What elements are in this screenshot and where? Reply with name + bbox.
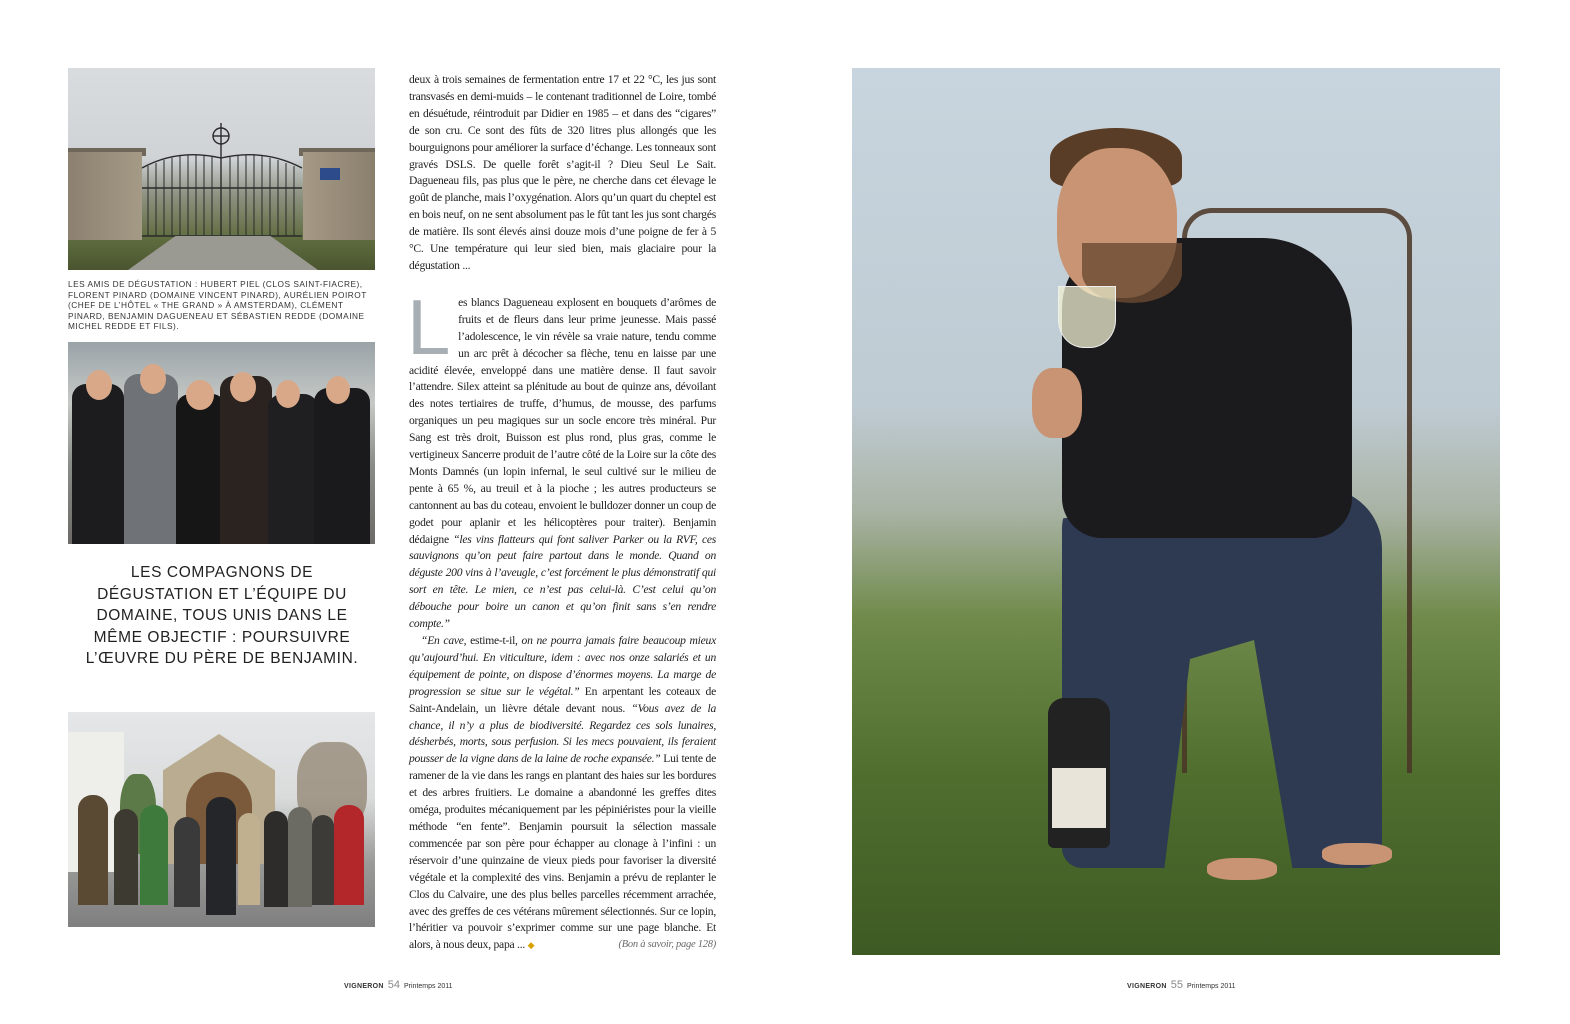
- article-paragraph: deux à trois semaines de fermentation entre 17 et 22 °C, les jus sont transvasés en demi-muids – le contenant traditionnel de Loire, tombé en désuétude, réintroduit par Didier en 1985 – et dans des “cigares” de son cru. Ce sont des fûts de 320 litres plus allongés que les bourguignons pour améliorer la surface d’échange. Les tonneaux sont gravés DSLS. De quelle forêt s’agit-il ? Dieu Seul Le Sait. Dagueneau fils, pas plus que le père, ne cherche dans cet élevage le goût de planche, mais l’oxygénation. Alors qu’un quart du cheptel est en bois neuf, on ne sent absolument pas le fût tant les jus sont chargés de matière. Ils sont élevés ainsi douze mois d’une poigne de fer à 5 °C. Une température qui leur sied bien, mais glaciaire pour la dégustation ...: [409, 73, 716, 272]
- page-number: 55: [1170, 979, 1183, 991]
- article-paragraph: Les blancs Dagueneau explosent en bouquets d’arômes de fruits et de fleurs dans leur prime jeunesse. Mais passé l’adolescence, le vin révèle sa vraie nature, tendu comme un arc prêt à décocher sa flèche, tenu en laisse par une acidité élevée, enveloppé dans une matière dense. Il faut savoir l’attendre. Silex atteint sa plénitude au bout de quinze ans, dévoilant des notes tertiaires de truffe, d’humus, de mousse, des parfums organiques un peu magiques sur un socle encore très minéral. Pur Sang est très droit, Buisson est plus rond, plus gras, comme le vertigineux Sancerre produit de l’autre côté de la Loire sur la côte des Monts Damnés (un lopin infernal, le seul cultivé sur le milieu de pente à 65 %, au treuil et à la pioche ; les autres producteurs se cantonnent au bas du coteau, envoient le bulldozer donner un coup de godet pour aplanir et les hélicoptères pour traiter). Benjamin dédaigne “les vins flatteurs qui font saliver Parker ou la RVF, ces sauvignons qu’on peut faire partout dans le monde. Quand on déguste 200 vins à l’aveugle, c’est forcément le plus démonstratif qui sort en tête. Le mien, ce n’est pas celui-là. C’est celui qu’on débouche pour boire un canon et qu’on finit sans s’en rendre compte.”: [407, 282, 716, 631]
- portrait-wine-tasting-photo: [852, 68, 1500, 955]
- photo-caption: LES AMIS DE DÉGUSTATION : HUBERT PIEL (CLOS SAINT-FIACRE), FLORENT PINARD (DOMAINE VINCENT PINARD), AURÉLIEN POIROT (CHEF DE L’HÔTEL « THE GRAND » À AMSTERDAM), CLÉMENT PINARD, BENJAMIN DAGUENEAU ET SÉBASTIEN REDDE (DOMAINE MICHEL REDDE ET FILS).: [68, 279, 367, 332]
- wine-glass-icon: [1058, 286, 1116, 348]
- cross-reference: (Bon à savoir, page 128): [618, 939, 716, 951]
- folio-left: VIGNERON 54 Printemps 2011: [344, 979, 453, 991]
- article-paragraph: “En cave, estime-t-il, on ne pourra jamais faire beaucoup mieux qu’aujourd’hui. En viticulture, idem : avec nos onze salariés et un équipement de pointe, on dispose d’énormes moyens. La marge de progression se situe sur le végétal.” En arpentant les coteaux de Saint-Andelain, un lièvre détale devant nous. “Vous avez de la chance, il n’y a plus de biodiversité. Regardez ces sols lunaires, désherbés, morts, sous perfusion. Si les mecs pouvaient, ils feraient pousser de la vigne dans de la laine de roche expansée.” Lui tente de ramener de la vie dans les rangs en plantant des haies sur les bordures et des arbres fruitiers. Le domaine a abandonné les greffes dites oméga, produites mécaniquement par les pépiniéristes pour la vieille méthode “en fente”. Benjamin poursuit la sélection massale commencée par son père pour échapper au clonage à l’infini : un réservoir d’une quinzaine de vieux pieds pour favoriser la diversité végétale et la complexité des vins. Benjamin a prévu de replanter le Clos du Calvaire, une des plus belles parcelles récemment arrachée, avec des greffes de ces vétérans mûrement sélectionnés. Sur ce lopin, l’héritier va pouvoir s’exprimer comme sur une page blanche. Et alors, à nous deux, papa ... ◆ (Bon à savoir, page 128): [409, 633, 716, 954]
- domain-team-photo: [68, 712, 375, 927]
- end-mark-icon: ◆: [527, 940, 535, 951]
- page-number: 54: [387, 979, 400, 991]
- cemetery-gate-photo: [68, 68, 375, 270]
- tasting-friends-photo: [68, 342, 375, 544]
- folio-right: VIGNERON 55 Printemps 2011: [1127, 979, 1236, 991]
- drop-cap: L: [407, 282, 451, 371]
- article-column: [409, 72, 716, 954]
- pull-quote: LES COMPAGNONS DE DÉGUSTATION ET L’ÉQUIPE DU DOMAINE, TOUS UNIS DANS LE MÊME OBJECTIF : POURSUIVRE L’ŒUVRE DU PÈRE DE BENJAMIN.: [85, 564, 359, 668]
